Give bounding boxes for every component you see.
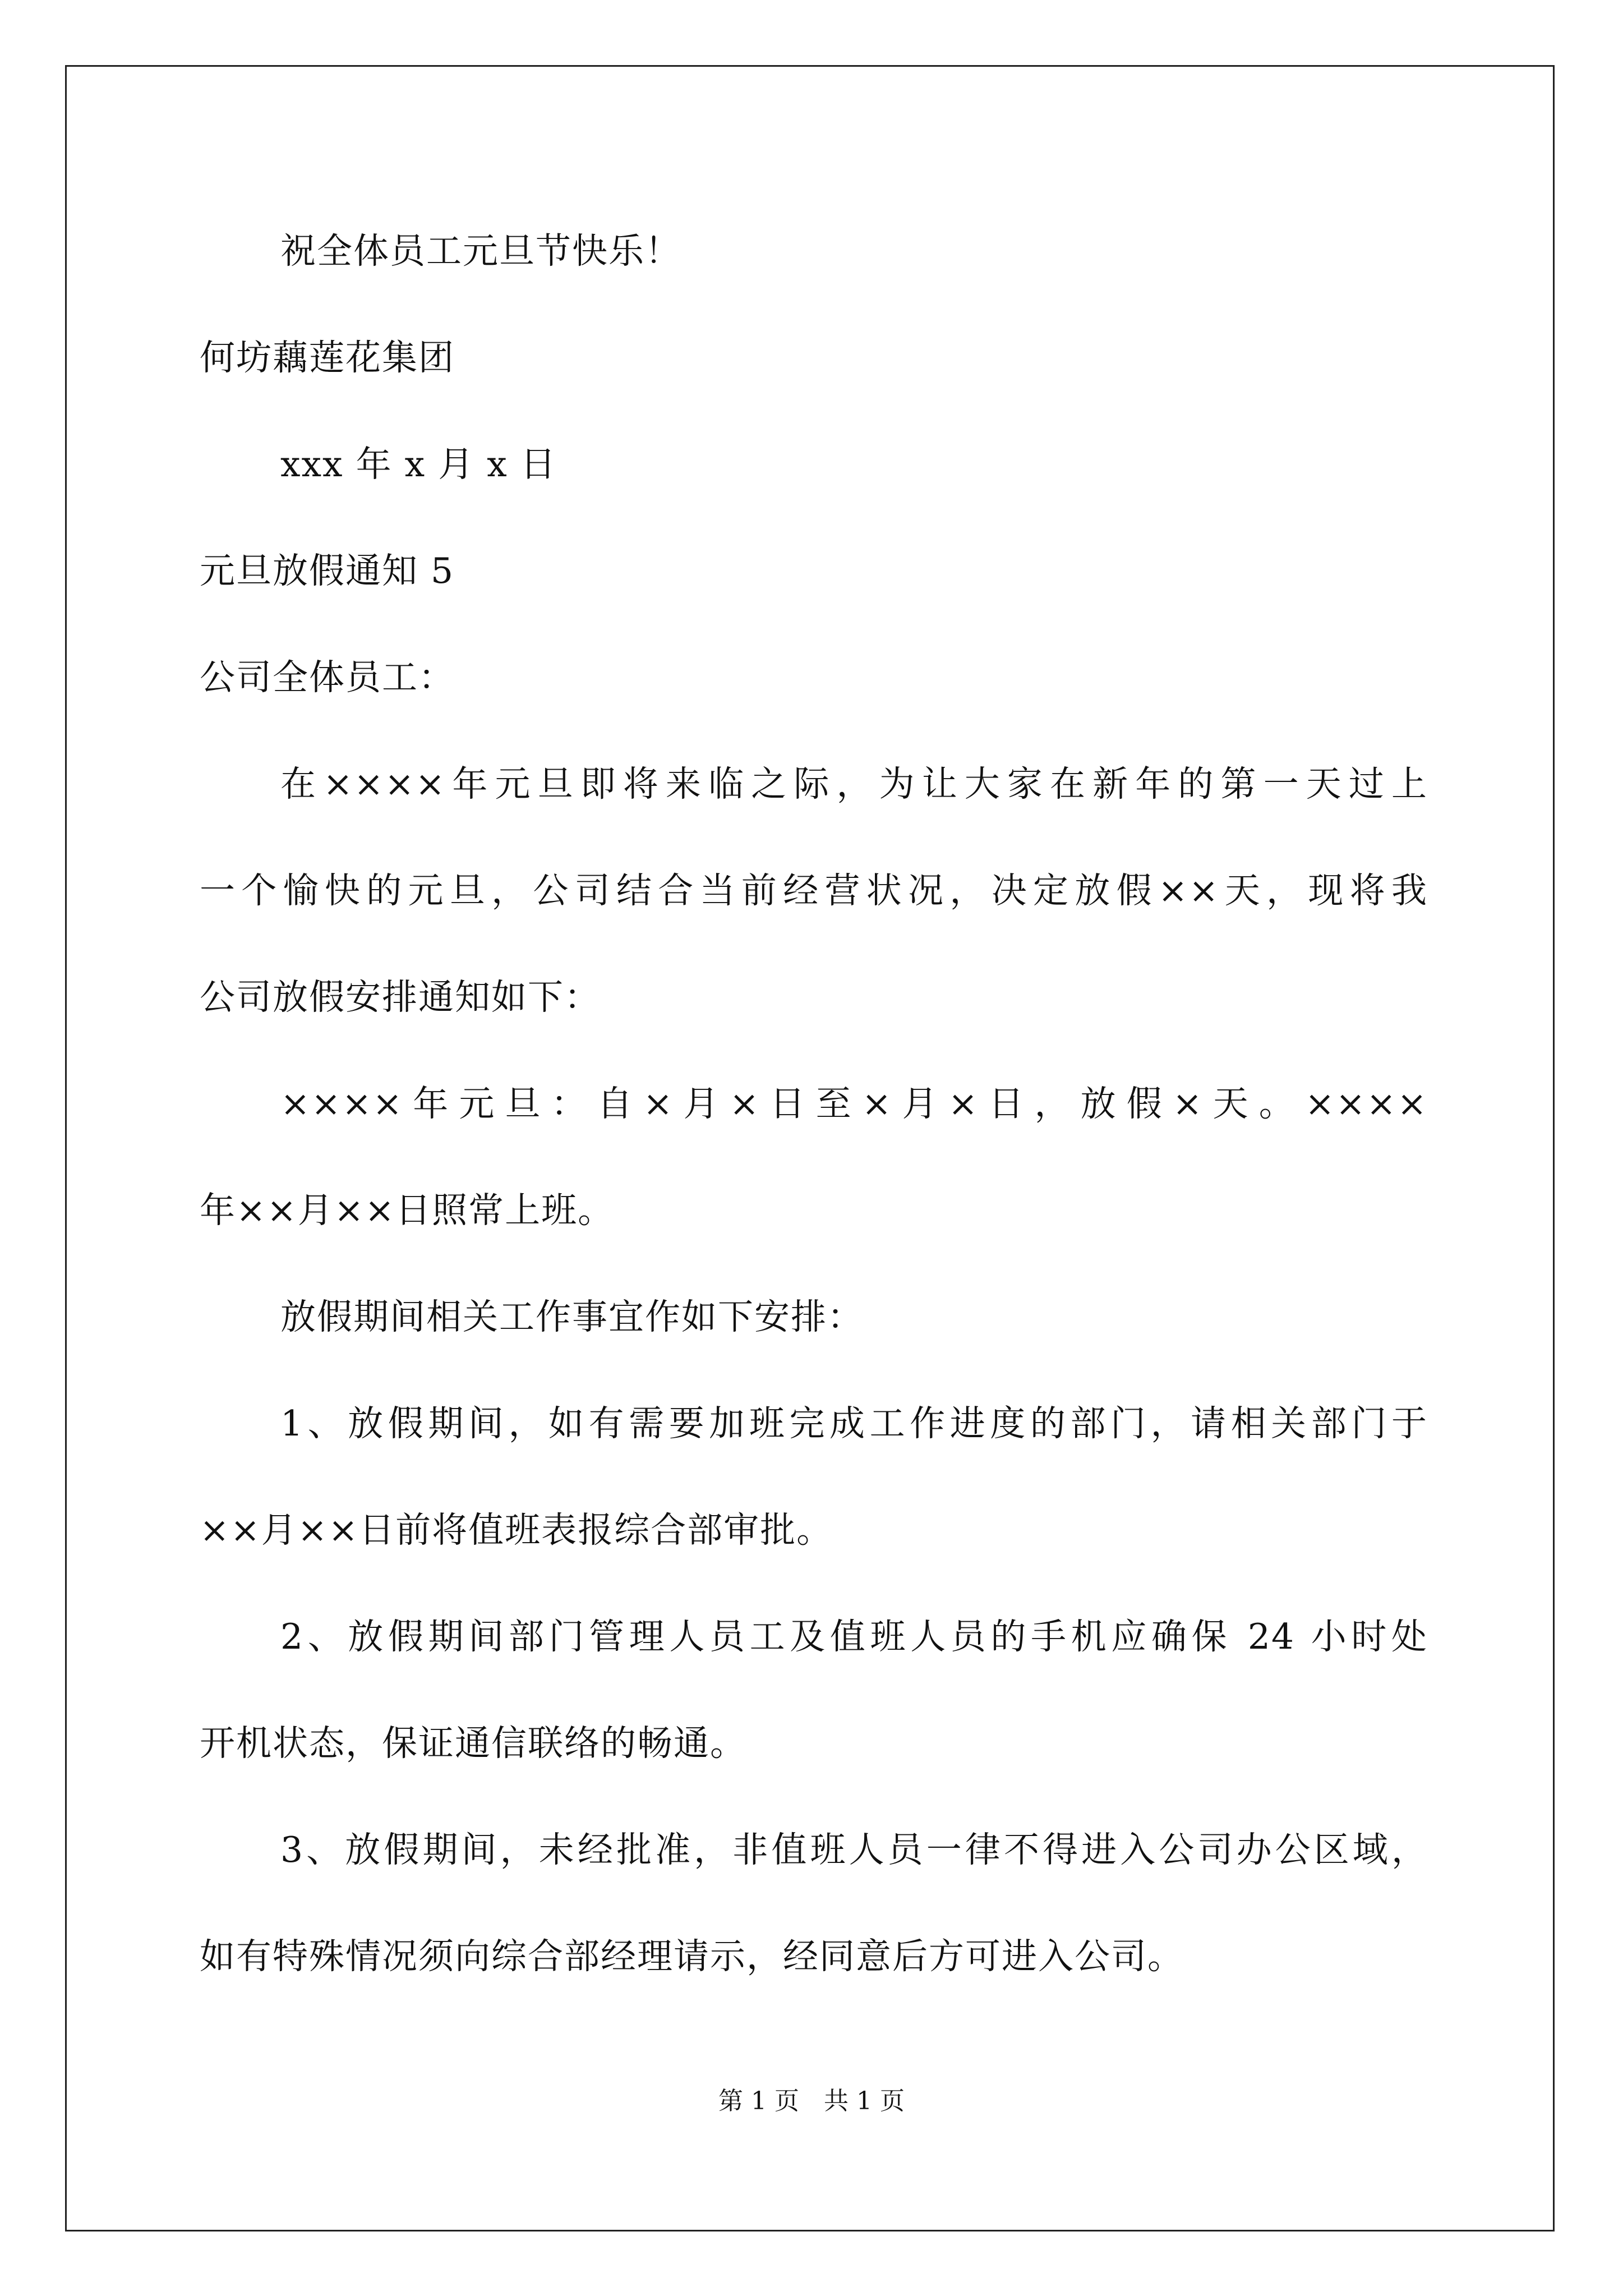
item-1-line-2: ××月××日前将值班表报综合部审批。 bbox=[200, 1510, 833, 1550]
greeting-line: 祝全体员工元旦节快乐！ bbox=[280, 231, 681, 272]
paragraph-1-line-1: 在××××年元旦即将来临之际，为让大家在新年的第一天过上 bbox=[280, 763, 1428, 804]
item-2-line-1: 2、放假期间部门管理人员工及值班人员的手机应确保 24 小时处 bbox=[280, 1616, 1428, 1657]
company-name: 何坊藕莲花集团 bbox=[200, 337, 455, 378]
item-3-line-1: 3、放假期间，未经批准，非值班人员一律不得进入公司办公区域， bbox=[280, 1829, 1428, 1870]
paragraph-1-line-3: 公司放假安排通知如下： bbox=[200, 977, 601, 1018]
salutation: 公司全体员工： bbox=[200, 657, 455, 698]
paragraph-2-line-1: ××××年元旦：自×月×日至×月×日，放假×天。×××× bbox=[280, 1083, 1428, 1124]
page-footer: 第 1 页 共 1 页 bbox=[718, 2087, 905, 2115]
page-border bbox=[65, 65, 1555, 2231]
item-2-line-2: 开机状态，保证通信联络的畅通。 bbox=[200, 1723, 746, 1764]
item-1-line-1: 1、放假期间，如有需要加班完成工作进度的部门，请相关部门于 bbox=[280, 1403, 1428, 1444]
paragraph-2-line-2: 年××月××日照常上班。 bbox=[200, 1190, 615, 1231]
date-line: xxx 年 x 月 x 日 bbox=[280, 444, 557, 485]
arrangements-heading: 放假期间相关工作事宜作如下安排： bbox=[280, 1296, 864, 1337]
notice-title: 元旦放假通知 5 bbox=[200, 550, 455, 591]
item-3-line-2: 如有特殊情况须向综合部经理请示，经同意后方可进入公司。 bbox=[200, 1936, 1184, 1977]
paragraph-1-line-2: 一个愉快的元旦，公司结合当前经营状况，决定放假××天，现将我 bbox=[200, 870, 1428, 911]
